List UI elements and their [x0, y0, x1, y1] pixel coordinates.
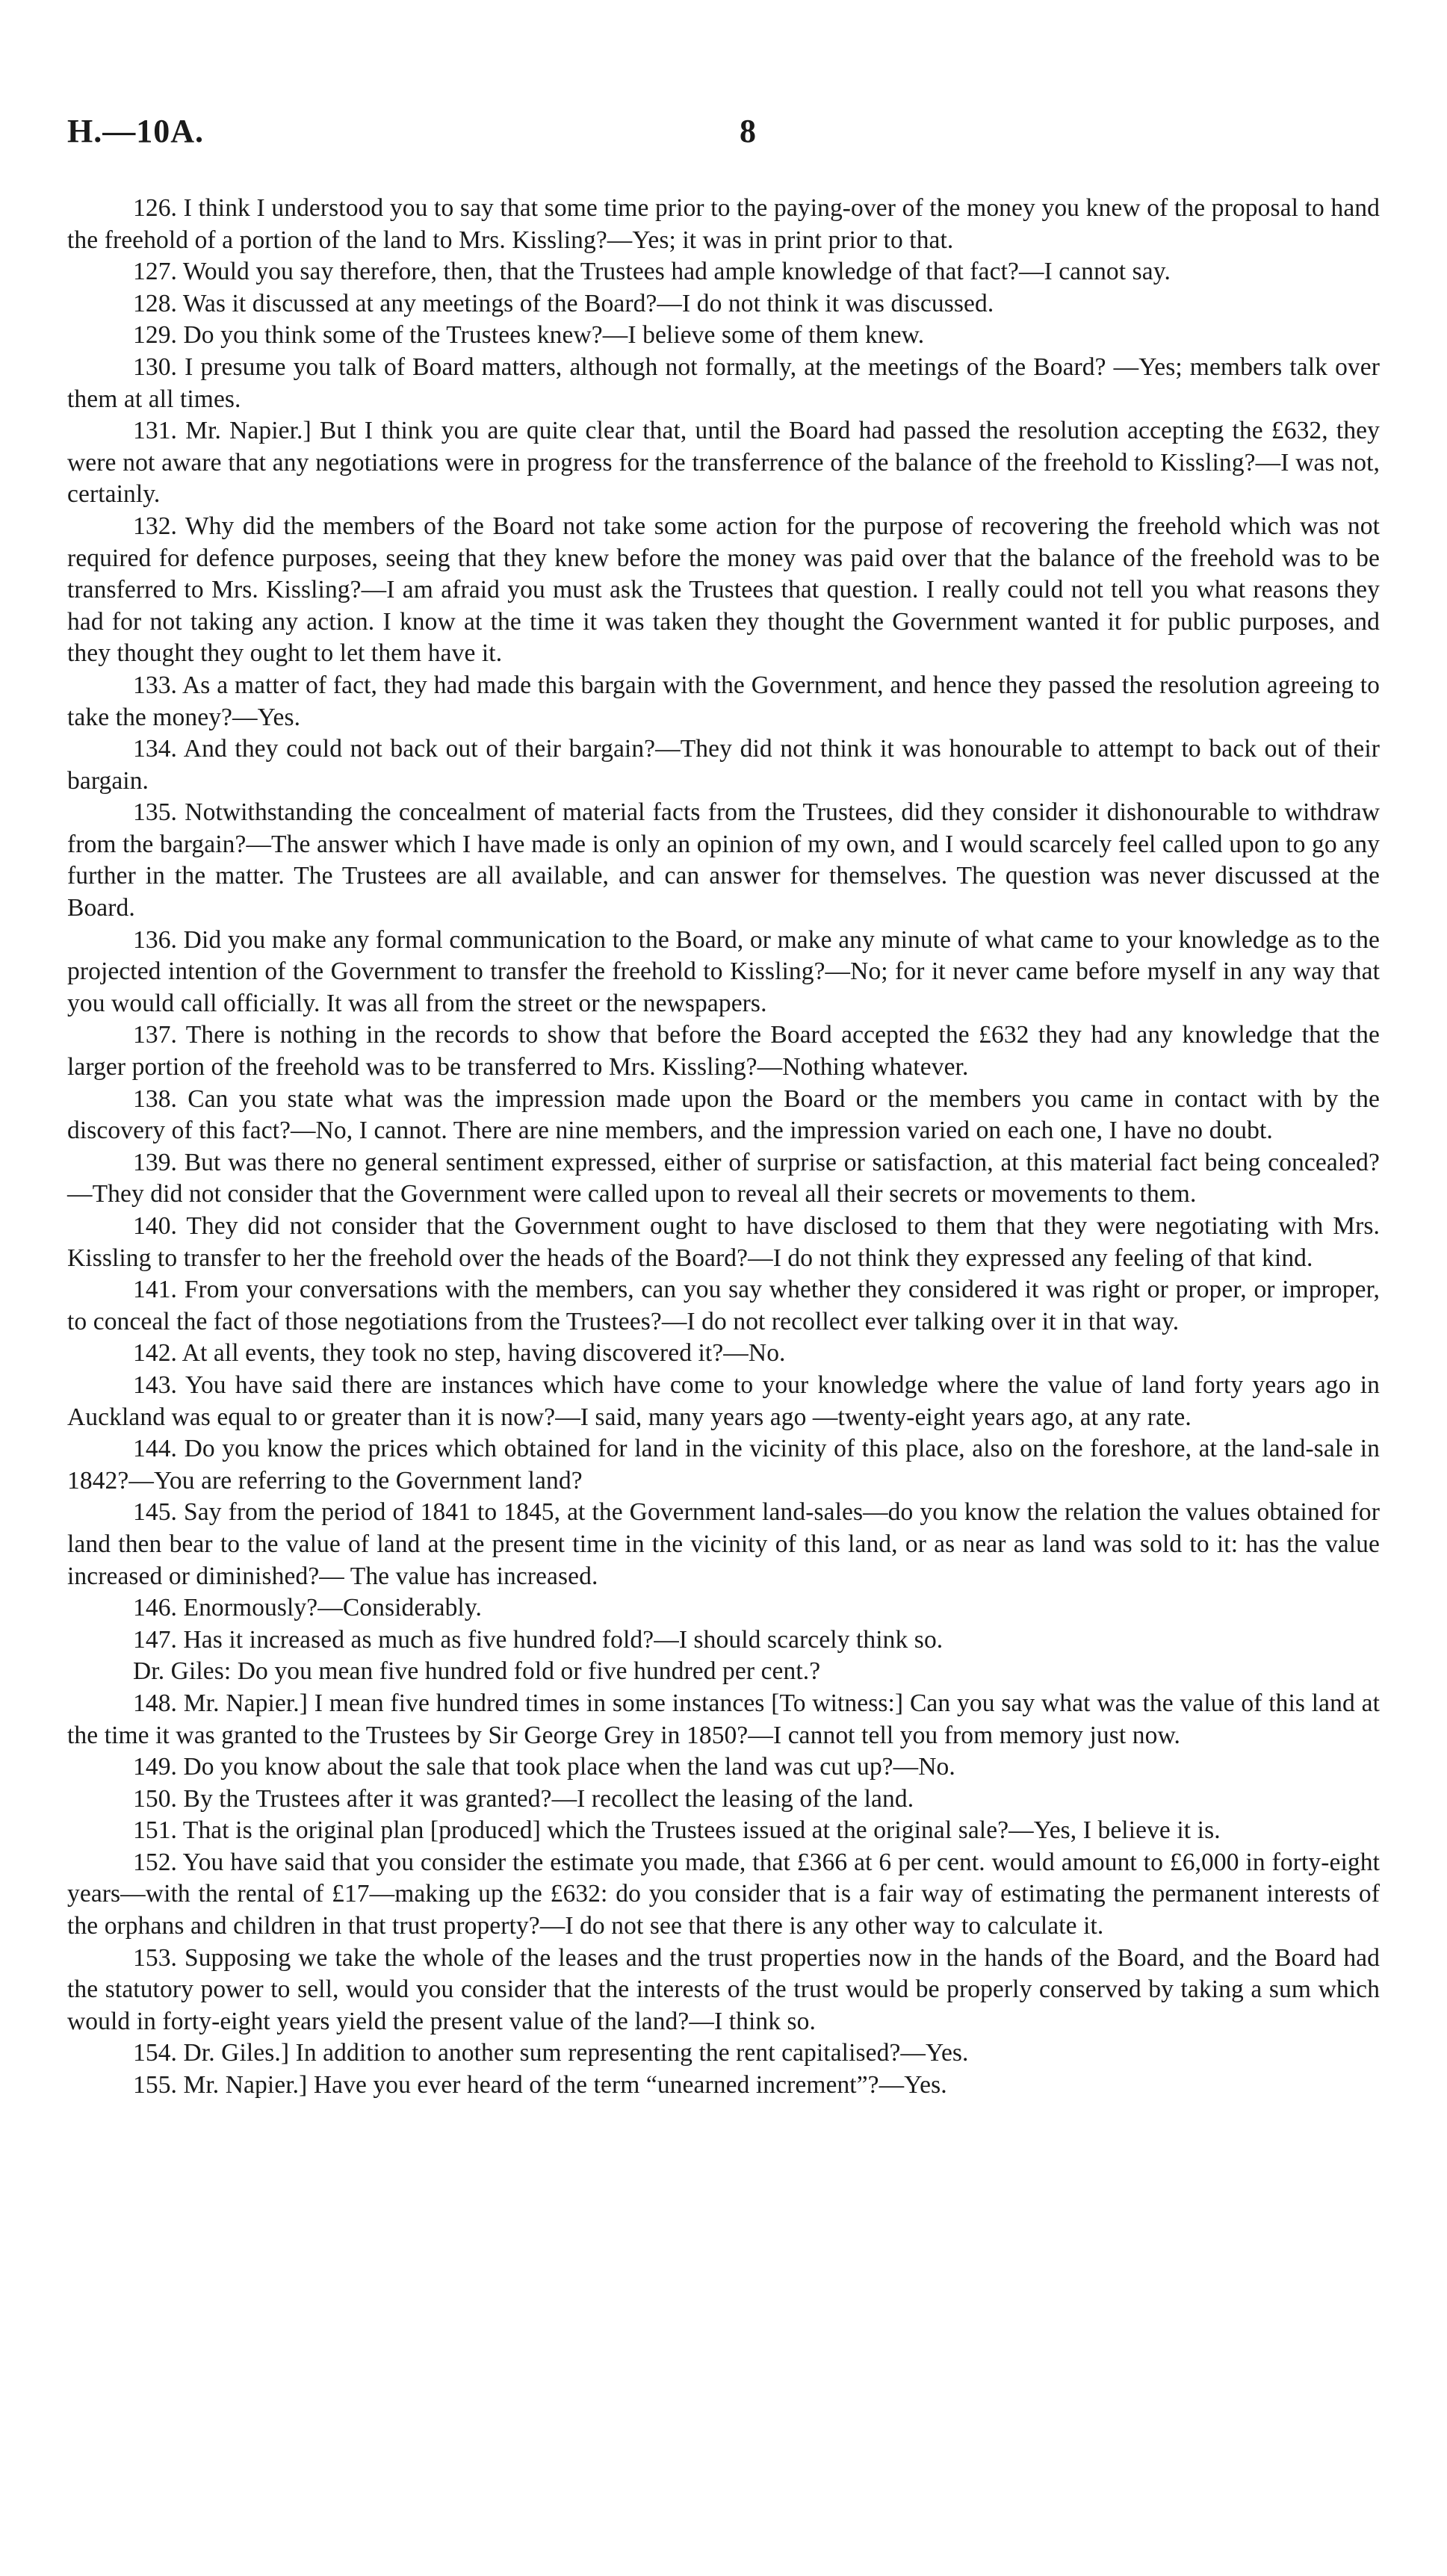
paragraph-136: 136. Did you make any formal communication to the Board, or make any minute of what came to your knowledge as to the projected intention of the Government to transfer the freehold to Kissling?—No; for it never came before myself in any way that you would call officially. It was all from the street or the newspapers.: [67, 925, 1380, 1017]
paragraph-152: 152. You have said that you consider the estimate you made, that £366 at 6 per cent. would amount to £6,000 in forty-eight years—with the rental of £17—making up the £632: do you consider that is a fair way of estimating the permanent interests of the orphans and children in that trust property?—I do not see that there is any other way to calculate it.: [67, 1848, 1380, 1940]
paragraph-153: 153. Supposing we take the whole of the leases and the trust properties now in the hands of the Board, and the Board had the statutory power to sell, would you consider that the interests of the trust would be properly conserved by taking a sum which would in forty-eight years yield the present value of the land?—I think so.: [67, 1943, 1380, 2035]
page-number: 8: [740, 113, 756, 149]
paragraph-132: 132. Why did the members of the Board not take some action for the purpose of recovering the freehold which was not required for defence purposes, seeing that they knew before the money was paid over that the balance of the freehold was to be transferred to Mrs. Kissling?—I am afraid you must ask the Trustees that question. I really could not tell you what reasons they had for not taking any action. I know at the time it was taken they thought the Government wanted it for public purposes, and they thought they ought to let them have it.: [67, 512, 1380, 668]
paragraph-139: 139. But was there no general sentiment expressed, either of surprise or satisfaction, at this material fact being concealed?—They did not consider that the Government were called upon to reveal all their secrets or movements to them.: [67, 1148, 1380, 1208]
paragraph-133: 133. As a matter of fact, they had made this bargain with the Government, and hence they passed the resolution agreeing to take the money?—Yes.: [67, 671, 1380, 731]
paragraph-134: 134. And they could not back out of their bargain?—They did not think it was honourable to attempt to back out of their bargain.: [67, 735, 1380, 795]
paragraph-135: 135. Notwithstanding the concealment of material facts from the Trustees, did they consider it dishonourable to withdraw from the bargain?—The answer which I have made is only an opinion of my own, and I would scarcely feel called upon to go any further in the matter. The Trustees are all available, and can answer for themselves. The question was never discussed at the Board.: [67, 798, 1380, 922]
paragraph-137: 137. There is nothing in the records to show that before the Board accepted the £632 they had any knowledge that the larger portion of the freehold was to be transferred to Mrs. Kissling?—Nothing whatever.: [67, 1021, 1380, 1081]
paragraph-150: 150. By the Trustees after it was granted?—I recollect the leasing of the land.: [133, 1784, 914, 1813]
paragraph-126: 126. I think I understood you to say that some time prior to the paying-over of the money you knew of the proposal to hand the freehold of a portion of the land to Mrs. Kissling?—Yes; it was in print prior to that.: [67, 194, 1380, 254]
paragraph-142: 142. At all events, they took no step, having discovered it?—No.: [133, 1339, 786, 1368]
paragraph-128: 128. Was it discussed at any meetings of the Board?—I do not think it was discussed.: [133, 289, 994, 317]
paragraph-129: 129. Do you think some of the Trustees knew?—I believe some of them knew.: [133, 321, 925, 350]
paragraph-140: 140. They did not consider that the Government ought to have disclosed to them that they were negotiating with Mrs. Kissling to transfer to her the freehold over the heads of the Board?—I do not think they expressed any feeling of that kind.: [67, 1212, 1380, 1272]
paragraph-155: 155. Mr. Napier.] Have you ever heard of the term “unearned increment”?—Yes.: [133, 2071, 947, 2099]
document-reference: H.—10A.: [67, 113, 204, 149]
paragraph-147: 147. Has it increased as much as five hundred fold?—I should scarcely think so.: [133, 1625, 944, 1654]
paragraph-143: 143. You have said there are instances which have come to your knowledge where the value of land forty years ago in Auckland was equal to or greater than it is now?—I said, many years ago —twenty-eight years ago, at any rate.: [67, 1371, 1380, 1431]
paragraph-151: 151. That is the original plan [produced] which the Trustees issued at the original sale?—Yes, I believe it is.: [133, 1816, 1221, 1845]
paragraph-138: 138. Can you state what was the impression made upon the Board or the members you came in contact with by the discovery of this fact?—No, I cannot. There are nine members, and the impression varied on each one, I have no doubt.: [67, 1084, 1380, 1145]
paragraph-154: 154. Dr. Giles.] In addition to another sum representing the rent capitalised?—Yes.: [133, 2039, 969, 2067]
paragraph-giles-interjection: Dr. Giles: Do you mean five hundred fold or five hundred per cent.?: [133, 1657, 821, 1686]
paragraph-144: 144. Do you know the prices which obtained for land in the vicinity of this place, also on the foreshore, at the land-sale in 1842?—You are referring to the Government land?: [67, 1435, 1380, 1495]
paragraph-130: 130. I presume you talk of Board matters, although not formally, at the meetings of the Board? —Yes; members talk over them at all times.: [67, 353, 1380, 413]
paragraph-141: 141. From your conversations with the members, can you say whether they considered it was right or proper, or improper, to conceal the fact of those negotiations from the Trustees?—I do not recollect ever talking over it in that way.: [67, 1276, 1380, 1335]
paragraph-145: 145. Say from the period of 1841 to 1845, at the Government land-sales—do you know the relation the values obtained for land then bear to the value of land at the present time in the vicinity of this land, or as near as land was sold to it: has the value increased or diminished?— The value has increased.: [67, 1498, 1380, 1590]
paragraph-149: 149. Do you know about the sale that took place when the land was cut up?—No.: [133, 1753, 955, 1781]
paragraph-148: 148. Mr. Napier.] I mean five hundred times in some instances [To witness:] Can you say what was the value of this land at the time it was granted to the Trustees by Sir George Grey in 1850?—I cannot tell you from memory just now.: [67, 1689, 1380, 1749]
paragraph-131: 131. Mr. Napier.] But I think you are quite clear that, until the Board had passed the resolution accepting the £632, they were not aware that any negotiations were in progress for the transferrence of the balance of the freehold to Kissling?—I was not, certainly.: [67, 417, 1380, 509]
paragraph-127: 127. Would you say therefore, then, that the Trustees had ample knowledge of that fact?—I cannot say.: [133, 258, 1171, 286]
page-header: [67, 112, 1380, 170]
paragraph-146: 146. Enormously?—Considerably.: [133, 1594, 482, 1622]
testimony-body: [67, 193, 1380, 2102]
